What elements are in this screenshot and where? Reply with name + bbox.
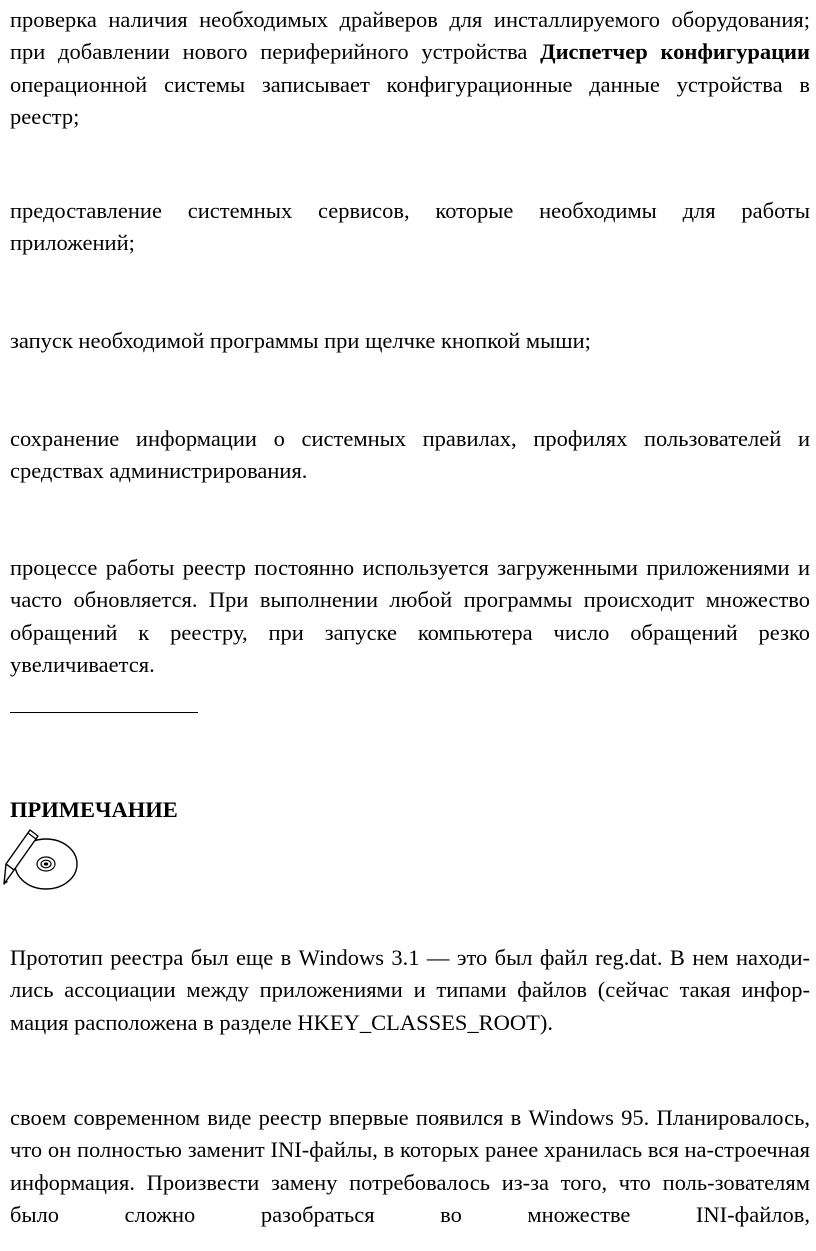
paragraph-registry-usage: процессе работы реестр постоянно используется загруженными приложениями и часто обновляется. При выполнении любой программы происходит множество обращений к реестру, при запуске компьютера число обращений резко увеличивается. xyxy=(10,555,810,678)
paragraph-storage: сохранение информации о системных правилах, профилях пользователей и средствах администрирования. xyxy=(10,426,810,484)
footnote-divider xyxy=(10,712,198,713)
paragraph-drivers xyxy=(10,4,810,134)
pencil-disc-icon xyxy=(0,826,84,894)
text-span: операционной системы записывает конфигурационные данные устройства в реестр; xyxy=(10,71,810,130)
bold-term: Диспетчер конфигурации xyxy=(540,39,810,65)
paragraph-prototype: Прототип реестра был еще в Windows 3.1 — это был файл reg.dat. В нем находи-лись ассоциации между приложениями и типами файлов (сейчас такая инфор-мация расположена в разделе HKEY_CLASSES_ROOT). xyxy=(10,945,810,1035)
note-heading: ПРИМЕЧАНИЕ xyxy=(10,797,178,822)
text-span: проверка наличия необходимых драйверов для инсталлируемого оборудования; при добавлении нового периферийного устройства xyxy=(10,7,810,65)
paragraph-launch: запуск необходимой программы при щелчке кнопкой мыши; xyxy=(10,328,591,353)
paragraph-services: предоставление системных сервисов, которые необходимы для работы приложений; xyxy=(10,198,810,256)
paragraph-modern-registry: своем современном виде реестр впервые появился в Windows 95. Планировалось, что он полностью заменит INI-файлы, в которых ранее хранилась вся на-строечная информация. Произвести замену потребовалось из-за того, что поль-зователям было сложно разобраться во множестве INI-файлов, xyxy=(10,1105,810,1228)
